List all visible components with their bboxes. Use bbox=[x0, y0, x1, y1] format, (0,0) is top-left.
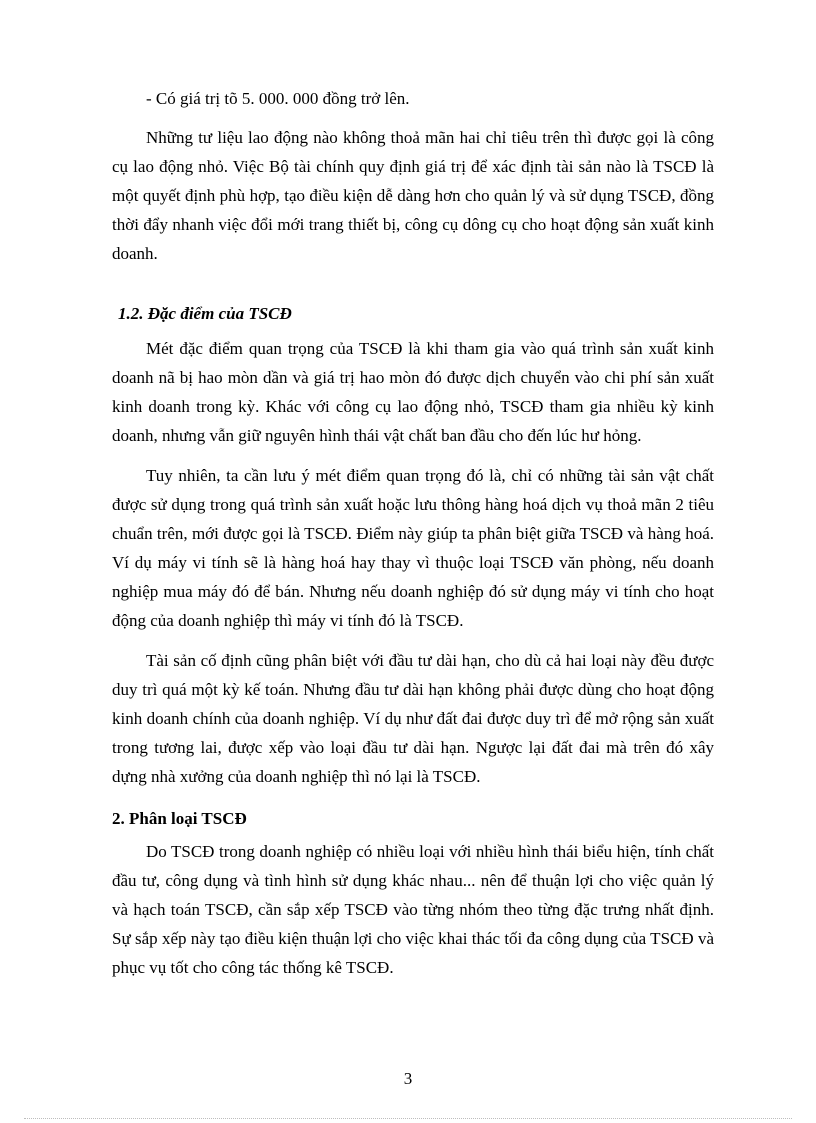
paragraph: Tuy nhiên, ta cần lưu ý mét điểm quan trọng đó là, chỉ có những tài sản vật chất được sử dụng trong quá trình sản xuất hoặc lưu thông hàng hoá dịch vụ thoả mãn 2 tiêu chuẩn trên, mới được gọi là TSCĐ. Điểm này giúp ta phân biệt giữa TSCĐ và hàng hoá. Ví dụ máy vi tính sẽ là hàng hoá hay thay vì thuộc loại TSCĐ văn phòng, nếu doanh nghiệp mua máy đó để bán. Nhưng nếu doanh nghiệp đó sử dụng máy vi tính cho hoạt động của doanh nghiệp thì máy vi tính đó là TSCĐ. bbox=[112, 466, 714, 630]
footer-divider bbox=[24, 1118, 792, 1119]
bullet-line: - Có giá trị tõ 5. 000. 000 đồng trở lên. bbox=[146, 89, 410, 108]
paragraph: Tài sản cố định cũng phân biệt với đầu tư dài hạn, cho dù cả hai loại này đều được duy trì quá một kỳ kế toán. Nhưng đầu tư dài hạn không phải được dùng cho hoạt động kinh doanh chính của doanh nghiệp. Ví dụ như đất đai được duy trì để mở rộng sản xuất trong tương lai, được xếp vào loại đầu tư dài hạn. Ngược lại đất đai mà trên đó xây dựng nhà xưởng của doanh nghiệp thì nó lại là TSCĐ. bbox=[112, 651, 714, 786]
page-number: 3 bbox=[403, 1069, 413, 1088]
paragraph: Do TSCĐ trong doanh nghiệp có nhiều loại với nhiều hình thái biểu hiện, tính chất đầu tư, công dụng và tình hình sử dụng khác nhau... nên để thuận lợi cho việc quản lý và hạch toán TSCĐ, cần sắp xếp TSCĐ vào từng nhóm theo từng đặc trưng nhất định. Sự sắp xếp này tạo điều kiện thuận lợi cho việc khai thác tối đa công dụng của TSCĐ và phục vụ tốt cho công tác thống kê TSCĐ. bbox=[112, 842, 714, 977]
paragraph: Mét đặc điểm quan trọng của TSCĐ là khi tham gia vào quá trình sản xuất kinh doanh nã bị hao mòn dần và giá trị hao mòn đó được dịch chuyển vào chi phí sản xuất kinh doanh trong kỳ. Khác với công cụ lao động nhỏ, TSCĐ tham gia nhiều kỳ kinh doanh, nhưng vẫn giữ nguyên hình thái vật chất ban đầu cho đến lúc hư hỏng. bbox=[112, 339, 714, 445]
paragraph: Những tư liệu lao động nào không thoả mãn hai chỉ tiêu trên thì được gọi là công cụ lao động nhỏ. Việc Bộ tài chính quy định giá trị để xác định tài sản nào là TSCĐ là một quyết định phù hợp, tạo điều kiện dễ dàng hơn cho quản lý và sử dụng TSCĐ, đồng thời đẩy nhanh việc đổi mới trang thiết bị, công cụ dông cụ cho hoạt động sản xuất kinh doanh. bbox=[112, 128, 714, 263]
section-heading-1-2: 1.2. Đặc điểm của TSCĐ bbox=[118, 304, 292, 323]
section-heading-2: 2. Phân loại TSCĐ bbox=[112, 809, 247, 828]
page-content bbox=[112, 84, 714, 982]
